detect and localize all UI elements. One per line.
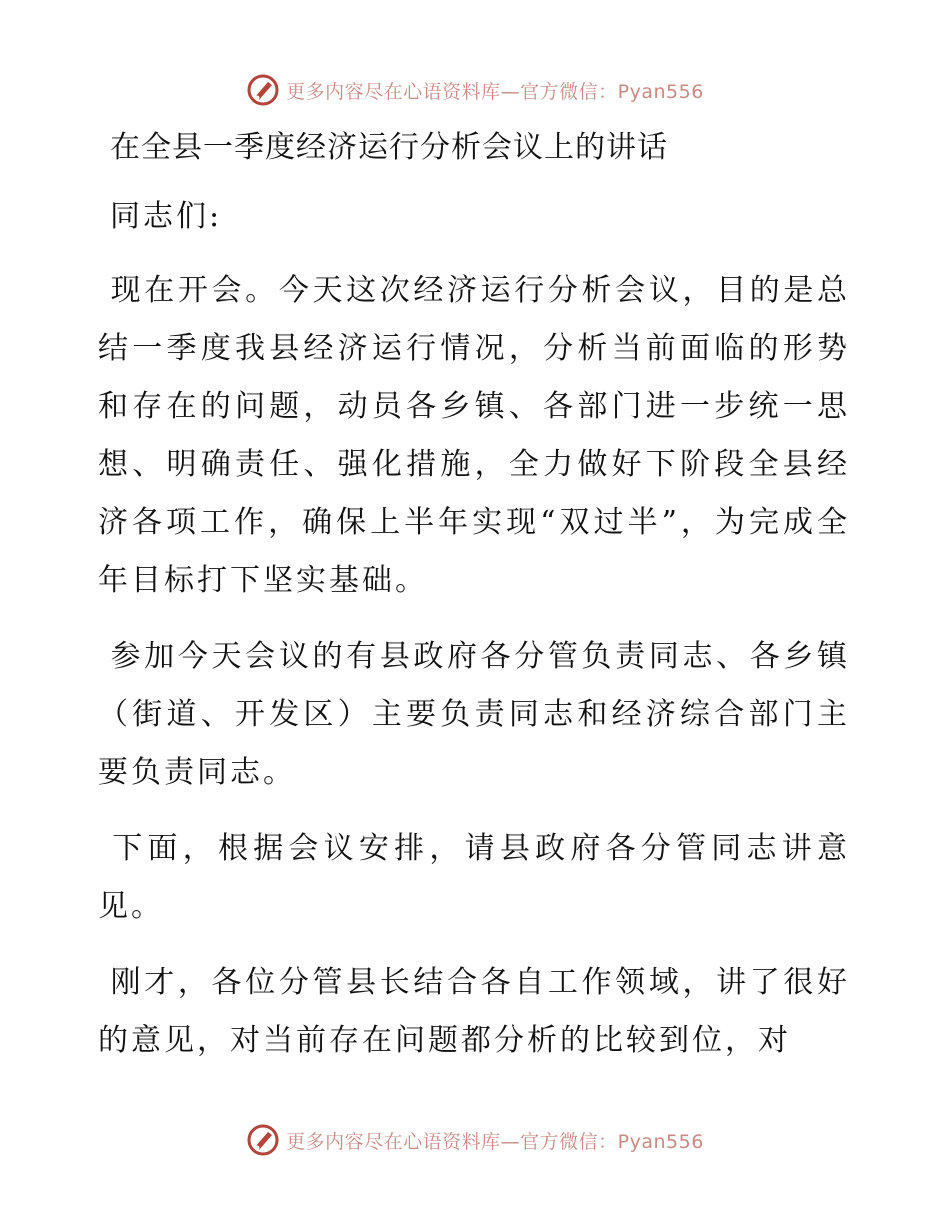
paragraph-2 <box>98 628 850 802</box>
banner-wechat: 官方微信：Pyan556 <box>520 1130 704 1153</box>
pen-logo-icon <box>246 1123 280 1157</box>
paragraph-2-text: 参加今天会议的有县政府各分管负责同志、各乡镇（街道、开发区）主要负责同志和经济综合部门主要负责同志。 <box>98 639 850 790</box>
pen-logo-icon <box>246 73 280 107</box>
footer-banner <box>0 1120 950 1160</box>
greeting-text: 同志们: <box>110 199 223 234</box>
banner-text <box>286 1127 704 1154</box>
header-banner <box>0 70 950 110</box>
banner-wechat: 官方微信：Pyan556 <box>520 80 704 103</box>
banner-text-main: 更多内容尽在心语资料库 <box>286 80 501 103</box>
banner-dash: — <box>500 1130 521 1153</box>
banner-text <box>286 77 704 104</box>
paragraph-3 <box>98 820 850 936</box>
banner-dash: — <box>500 80 521 103</box>
document-title: 在全县一季度经济运行分析会议上的讲话 <box>110 130 668 165</box>
document-body <box>98 122 850 1070</box>
paragraph-4 <box>98 954 850 1070</box>
paragraph-1-text: 现在开会。今天这次经济运行分析会议，目的是总结一季度我县经济运行情况，分析当前面临的形势和存在的问题，动员各乡镇、各部门进一步统一思想、明确责任、强化措施，全力做好下阶段全县经济各项工作，确保上半年实现“双过半”，为完成全年目标打下坚实基础。 <box>98 273 850 598</box>
greeting <box>98 188 850 246</box>
paragraph-3-text: 下面，根据会议安排，请县政府各分管同志讲意见。 <box>98 831 850 924</box>
paragraph-4-text: 刚才，各位分管县长结合各自工作领域，讲了很好的意见，对当前存在问题都分析的比较到位，对 <box>98 965 850 1058</box>
banner-text-main: 更多内容尽在心语资料库 <box>286 1130 501 1153</box>
paragraph-1 <box>98 262 850 610</box>
